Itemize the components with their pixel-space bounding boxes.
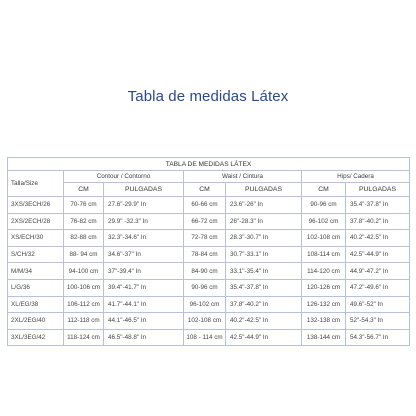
contour-in-cell: 27.6"-29.9" In xyxy=(104,197,184,214)
hips-cm-cell: 126-132 cm xyxy=(302,296,346,313)
subheader-hips-in: PULGADAS xyxy=(346,183,410,197)
size-cell: M/M/34 xyxy=(8,263,64,280)
hips-cm-cell: 108-114 cm xyxy=(302,246,346,263)
table-row xyxy=(8,279,410,296)
hips-in-cell: 44.9"-47.2" In xyxy=(346,263,410,280)
waist-in-cell: 23.6"-26" In xyxy=(226,197,302,214)
waist-in-cell: 26"-28.3" In xyxy=(226,213,302,230)
hips-in-cell: 52"-54.3" In xyxy=(346,313,410,330)
hips-in-cell: 49.6"-52" In xyxy=(346,296,410,313)
waist-cm-cell: 66-72 cm xyxy=(184,213,226,230)
contour-cm-cell: 112-118 cm xyxy=(64,313,104,330)
waist-cm-cell: 102-108 cm xyxy=(184,313,226,330)
table-row xyxy=(8,313,410,330)
size-cell: XS/ECH/30 xyxy=(8,230,64,247)
size-cell: 2XL/2EG/40 xyxy=(8,313,64,330)
waist-in-cell: 40.2"-42.5" In xyxy=(226,313,302,330)
contour-in-cell: 39.4"-41.7" In xyxy=(104,279,184,296)
size-table-container xyxy=(7,157,409,346)
table-row xyxy=(8,329,410,346)
subheader-hips-cm: CM xyxy=(302,183,346,197)
contour-in-cell: 44.1"-46.5" In xyxy=(104,313,184,330)
contour-cm-cell: 100-106 cm xyxy=(64,279,104,296)
table-row xyxy=(8,213,410,230)
contour-in-cell: 46.5"-48.8" In xyxy=(104,329,184,346)
group-header-hips: Hips/ Cadera xyxy=(302,171,410,183)
group-header-contour: Contour / Contorno xyxy=(64,171,184,183)
waist-in-cell: 35.4"-37.8" In xyxy=(226,279,302,296)
contour-cm-cell: 82-88 cm xyxy=(64,230,104,247)
hips-in-cell: 37.8"-40.2" In xyxy=(346,213,410,230)
waist-cm-cell: 60-66 cm xyxy=(184,197,226,214)
hips-cm-cell: 102-108 cm xyxy=(302,230,346,247)
contour-in-cell: 34.6"-37" In xyxy=(104,246,184,263)
hips-cm-cell: 132-138 cm xyxy=(302,313,346,330)
waist-in-cell: 42.5"-44.9" In xyxy=(226,329,302,346)
waist-cm-cell: 108 - 114 cm xyxy=(184,329,226,346)
subheader-waist-cm: CM xyxy=(184,183,226,197)
waist-cm-cell: 84-90 cm xyxy=(184,263,226,280)
contour-cm-cell: 106-112 cm xyxy=(64,296,104,313)
size-cell: XL/EG/38 xyxy=(8,296,64,313)
hips-cm-cell: 90-96 cm xyxy=(302,197,346,214)
page-title: Tabla de medidas Látex xyxy=(127,88,289,105)
size-column-header: Talla/Size xyxy=(8,171,64,197)
contour-cm-cell: 70-76 cm xyxy=(64,197,104,214)
table-row xyxy=(8,263,410,280)
hips-cm-cell: 114-120 cm xyxy=(302,263,346,280)
hips-in-cell: 35.4"-37.8" In xyxy=(346,197,410,214)
waist-cm-cell: 90-96 cm xyxy=(184,279,226,296)
group-header-waist: Waist / Cintura xyxy=(184,171,302,183)
subheader-contour-cm: CM xyxy=(64,183,104,197)
table-caption: TABLA DE MEDIDAS LÁTEX xyxy=(8,158,410,171)
hips-in-cell: 47.2"-49.6" In xyxy=(346,279,410,296)
size-cell: L/G/36 xyxy=(8,279,64,296)
contour-cm-cell: 76-82 cm xyxy=(64,213,104,230)
contour-cm-cell: 88- 94 cm xyxy=(64,246,104,263)
subheader-contour-in: PULGADAS xyxy=(104,183,184,197)
subheader-waist-in: PULGADAS xyxy=(226,183,302,197)
waist-in-cell: 37.8"-40.2" In xyxy=(226,296,302,313)
contour-cm-cell: 94-100 cm xyxy=(64,263,104,280)
hips-in-cell: 42.5"-44.9" In xyxy=(346,246,410,263)
waist-cm-cell: 78-84 cm xyxy=(184,246,226,263)
contour-in-cell: 32.3"-34.6" In xyxy=(104,230,184,247)
hips-in-cell: 40.2"-42.5" In xyxy=(346,230,410,247)
contour-in-cell: 41.7"-44.1" In xyxy=(104,296,184,313)
waist-in-cell: 33.1"-35.4" In xyxy=(226,263,302,280)
contour-cm-cell: 118-124 cm xyxy=(64,329,104,346)
contour-in-cell: 29.9" -32.3" In xyxy=(104,213,184,230)
contour-in-cell: 37"-39.4" In xyxy=(104,263,184,280)
size-cell: S/CH/32 xyxy=(8,246,64,263)
table-row xyxy=(8,246,410,263)
size-cell: 3XL/3EG/42 xyxy=(8,329,64,346)
table-row xyxy=(8,296,410,313)
size-cell: 2XS/2ECH/28 xyxy=(8,213,64,230)
size-cell: 3XS/3ECH/26 xyxy=(8,197,64,214)
hips-cm-cell: 120-126 cm xyxy=(302,279,346,296)
size-table xyxy=(7,157,410,346)
hips-cm-cell: 96-102 cm xyxy=(302,213,346,230)
waist-cm-cell: 72-78 cm xyxy=(184,230,226,247)
hips-cm-cell: 138-144 cm xyxy=(302,329,346,346)
waist-cm-cell: 96-102 cm xyxy=(184,296,226,313)
hips-in-cell: 54.3"-56.7" In xyxy=(346,329,410,346)
table-row xyxy=(8,197,410,214)
waist-in-cell: 30.7"-33.1" In xyxy=(226,246,302,263)
waist-in-cell: 28.3"-30.7" In xyxy=(226,230,302,247)
table-row xyxy=(8,230,410,247)
